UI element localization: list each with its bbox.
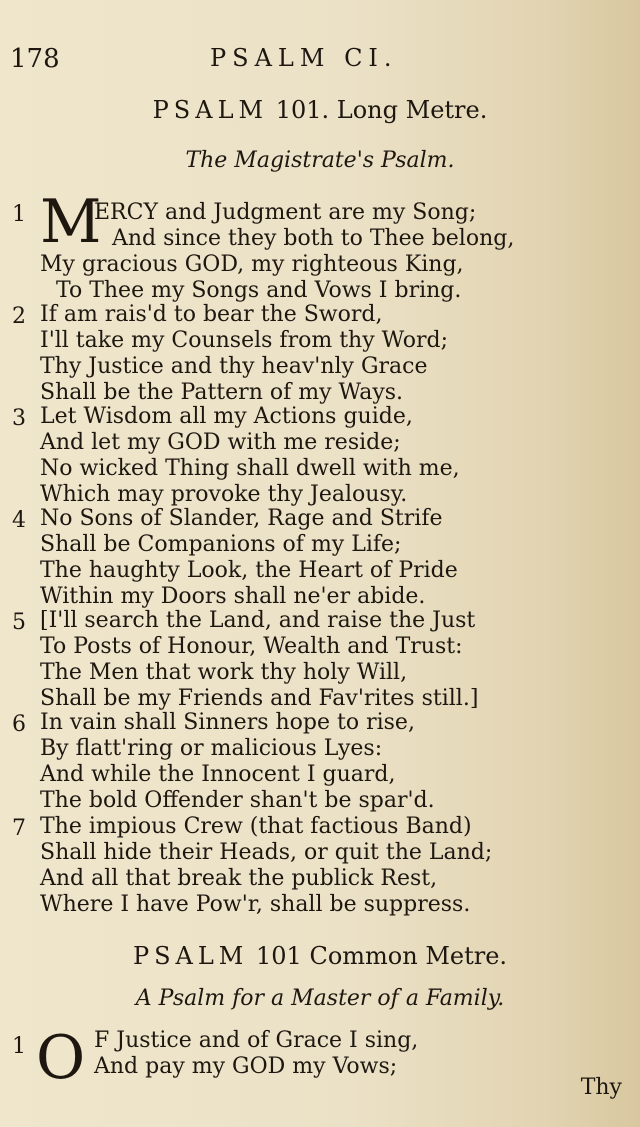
section-title-psalm: PSALM [132, 942, 249, 970]
verse-line: [I'll search the Land, and raise the Just [40, 608, 476, 633]
verse-line: If am rais'd to bear the Sword, [40, 302, 383, 327]
verse-line: And all that break the publick Rest, [40, 866, 438, 891]
verse-line: No Sons of Slander, Rage and Strife [40, 506, 443, 531]
verse-line: I'll take my Counsels from thy Word; [40, 328, 448, 353]
verse-line: Thy Justice and thy heav'nly Grace [40, 354, 428, 379]
verse-line: Within my Doors shall ne'er abide. [40, 584, 426, 609]
stanza-number: 1 [12, 1034, 26, 1059]
verse-line: Which may provoke thy Jealousy. [40, 482, 408, 507]
catchword: Thy [580, 1075, 622, 1100]
section-subtitle: The Magistrate's Psalm. [185, 148, 455, 173]
verse-line: In vain shall Sinners hope to rise, [40, 710, 415, 735]
verse-line: Where I have Pow'r, shall be suppress. [40, 892, 471, 917]
verse-line: And let my GOD with me reside; [40, 430, 401, 455]
verse-line: To Thee my Songs and Vows I bring. [56, 278, 462, 303]
verse-line: My gracious GOD, my righteous King, [40, 252, 464, 277]
verse-line: Let Wisdom all my Actions guide, [40, 404, 413, 429]
verse-line: Shall be the Pattern of my Ways. [40, 380, 404, 405]
verse-line: And pay my GOD my Vows; [94, 1054, 398, 1079]
stanza-number: 5 [12, 610, 26, 635]
verse-line: By flatt'ring or malicious Lyes: [40, 736, 383, 761]
stanza-number: 6 [12, 712, 26, 737]
verse-line: The Men that work thy holy Will, [40, 660, 408, 685]
drop-cap: M [40, 187, 102, 257]
section-title-rest: 101 Common Metre. [256, 942, 508, 970]
stanza-number: 7 [12, 816, 26, 841]
stanza-number: 2 [12, 304, 26, 329]
section-subtitle: A Psalm for a Master of a Family. [135, 986, 505, 1011]
verse-line: Shall hide their Heads, or quit the Land; [40, 840, 493, 865]
section-title [0, 96, 640, 124]
verse-line: ERCY and Judgment are my Song; [94, 200, 477, 225]
stanza-number: 4 [12, 508, 26, 533]
verse-line: Shall be Companions of my Life; [40, 532, 402, 557]
running-head: PSALM CI. [210, 44, 398, 72]
stanza-number: 1 [12, 202, 26, 227]
page-number: 178 [10, 44, 60, 74]
section-title-rest: 101. Long Metre. [275, 96, 488, 124]
running-header [0, 44, 640, 80]
verse-line: To Posts of Honour, Wealth and Trust: [40, 634, 463, 659]
verse-line: And while the Innocent I guard, [40, 762, 396, 787]
verse-line: The haughty Look, the Heart of Pride [40, 558, 458, 583]
verse-line: No wicked Thing shall dwell with me, [40, 456, 460, 481]
verse-line: The impious Crew (that factious Band) [40, 814, 472, 839]
section-title [0, 942, 640, 970]
section-title-psalm: PSALM [152, 96, 269, 124]
verse-line: And since they both to Thee belong, [112, 226, 515, 251]
drop-cap: O [36, 1023, 86, 1093]
stanza-number: 3 [12, 406, 26, 431]
verse-line: F Justice and of Grace I sing, [94, 1028, 419, 1053]
verse-line: The bold Offender shan't be spar'd. [40, 788, 435, 813]
verse-line: Shall be my Friends and Fav'rites still.] [40, 686, 479, 711]
